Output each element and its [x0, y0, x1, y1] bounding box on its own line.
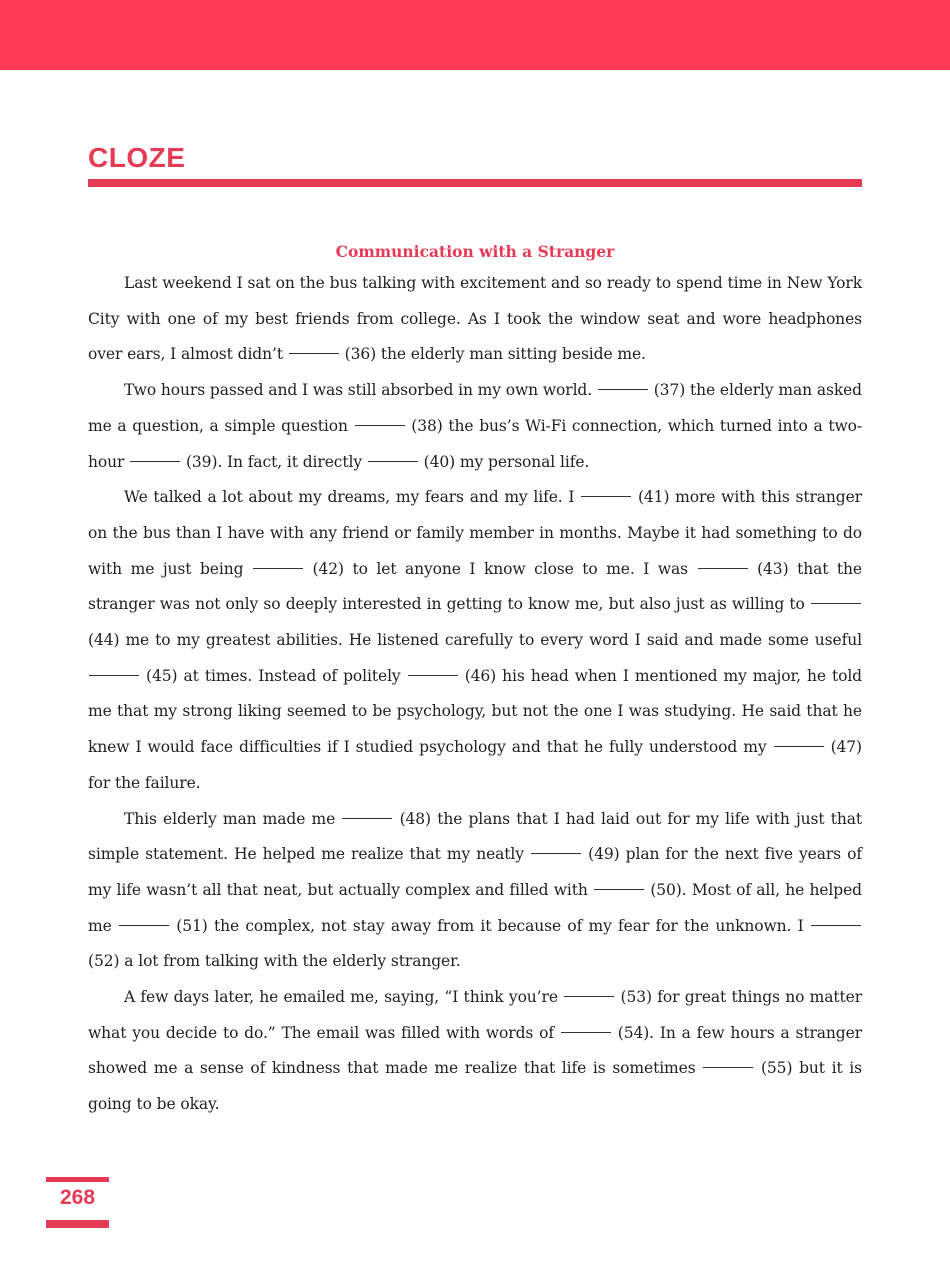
- article: [88, 238, 862, 1123]
- text-segment: (44) me to my greatest abilities. He listened carefully to every word I said and made some useful: [88, 631, 862, 650]
- answer-blank[interactable]: [561, 1031, 611, 1033]
- answer-blank[interactable]: [581, 495, 631, 497]
- text-segment: (55) but it is going to be okay.: [88, 1059, 862, 1114]
- paragraph: [88, 480, 862, 801]
- paragraph: [88, 373, 862, 480]
- text-segment: (48) the plans that I had laid out for my life with just that simple statement. He helped me realize that my neatly: [88, 809, 862, 864]
- page-number-bar-bottom: [46, 1220, 109, 1228]
- text-segment: (37) the elderly man asked me a question, a simple question: [88, 381, 863, 435]
- heading-rule: [88, 179, 862, 187]
- answer-blank[interactable]: [598, 388, 648, 390]
- text-segment: (47) for the failure.: [88, 738, 862, 792]
- answer-blank[interactable]: [408, 674, 458, 676]
- paragraph: [88, 980, 862, 1123]
- text-segment: (52) a lot from talking with the elderly stranger.: [88, 952, 461, 971]
- answer-blank[interactable]: [531, 852, 581, 854]
- page-number: 268: [59, 1186, 96, 1209]
- text-segment: (53) for great things no matter what you decide to do.” The email was filled with words of: [88, 988, 863, 1042]
- text-segment: (38) the bus’s Wi-Fi connection, which turned into a two-hour: [88, 416, 862, 471]
- answer-blank[interactable]: [564, 995, 614, 997]
- text-segment: A few days later, he emailed me, saying, “I think you’re: [124, 988, 564, 1007]
- answer-blank[interactable]: [703, 1066, 753, 1068]
- text-segment: (45) at times. Instead of politely: [140, 666, 407, 685]
- text-segment: (50). Most of all, he helped me: [88, 880, 862, 935]
- paragraph: [88, 266, 862, 373]
- answer-blank[interactable]: [89, 674, 139, 676]
- answer-blank[interactable]: [342, 817, 392, 819]
- text-segment: (39). In fact, it directly: [181, 452, 367, 471]
- answer-blank[interactable]: [698, 567, 748, 569]
- paragraph: [88, 802, 862, 981]
- text-segment: This elderly man made me: [124, 809, 342, 828]
- section-heading: CLOZE: [88, 142, 186, 173]
- article-title: Communication with a Stranger: [335, 242, 615, 261]
- page-number-bar-top: [46, 1177, 109, 1182]
- text-segment: Last weekend I sat on the bus talking with excitement and so ready to spend time in New York City with one of my best friends from college. As I took the window seat and wore headphones over ears, I almost didn’t: [88, 274, 862, 364]
- text-segment: (54). In a few hours a stranger showed me a sense of kindness that made me realize that life is sometimes: [88, 1023, 863, 1078]
- text-segment: (40) my personal life.: [418, 452, 590, 471]
- answer-blank[interactable]: [355, 424, 405, 426]
- text-segment: (41) more with this stranger on the bus than I have with any friend or family member in months. Maybe it had something to do with me just being: [88, 488, 862, 578]
- answer-blank[interactable]: [811, 924, 861, 926]
- text-segment: (42) to let anyone I know close to me. I was: [303, 559, 697, 578]
- text-segment: We talked a lot about my dreams, my fears and my life. I: [124, 488, 581, 507]
- answer-blank[interactable]: [368, 460, 418, 462]
- text-segment: (36) the elderly man sitting beside me.: [339, 345, 646, 364]
- answer-blank[interactable]: [811, 602, 861, 604]
- answer-blank[interactable]: [774, 745, 824, 747]
- answer-blank[interactable]: [289, 352, 339, 354]
- text-segment: (51) the complex, not stay away from it because of my fear for the unknown. I: [169, 916, 810, 935]
- top-color-bar: [0, 0, 950, 70]
- text-segment: Two hours passed and I was still absorbed in my own world.: [124, 381, 597, 400]
- answer-blank[interactable]: [253, 567, 303, 569]
- text-segment: (43) that the stranger was not only so deeply interested in getting to know me, but also just as willing to: [88, 559, 862, 614]
- text-segment: (46) his head when I mentioned my major, he told me that my strong liking seemed to be psychology, but not the one I was studying. He said that he knew I would face difficulties if I studied psychology and that he fully understood my: [88, 666, 863, 757]
- answer-blank[interactable]: [594, 888, 644, 890]
- answer-blank[interactable]: [130, 460, 180, 462]
- answer-blank[interactable]: [119, 924, 169, 926]
- text-segment: (49) plan for the next five years of my life wasn’t all that neat, but actually complex and filled with: [88, 845, 862, 899]
